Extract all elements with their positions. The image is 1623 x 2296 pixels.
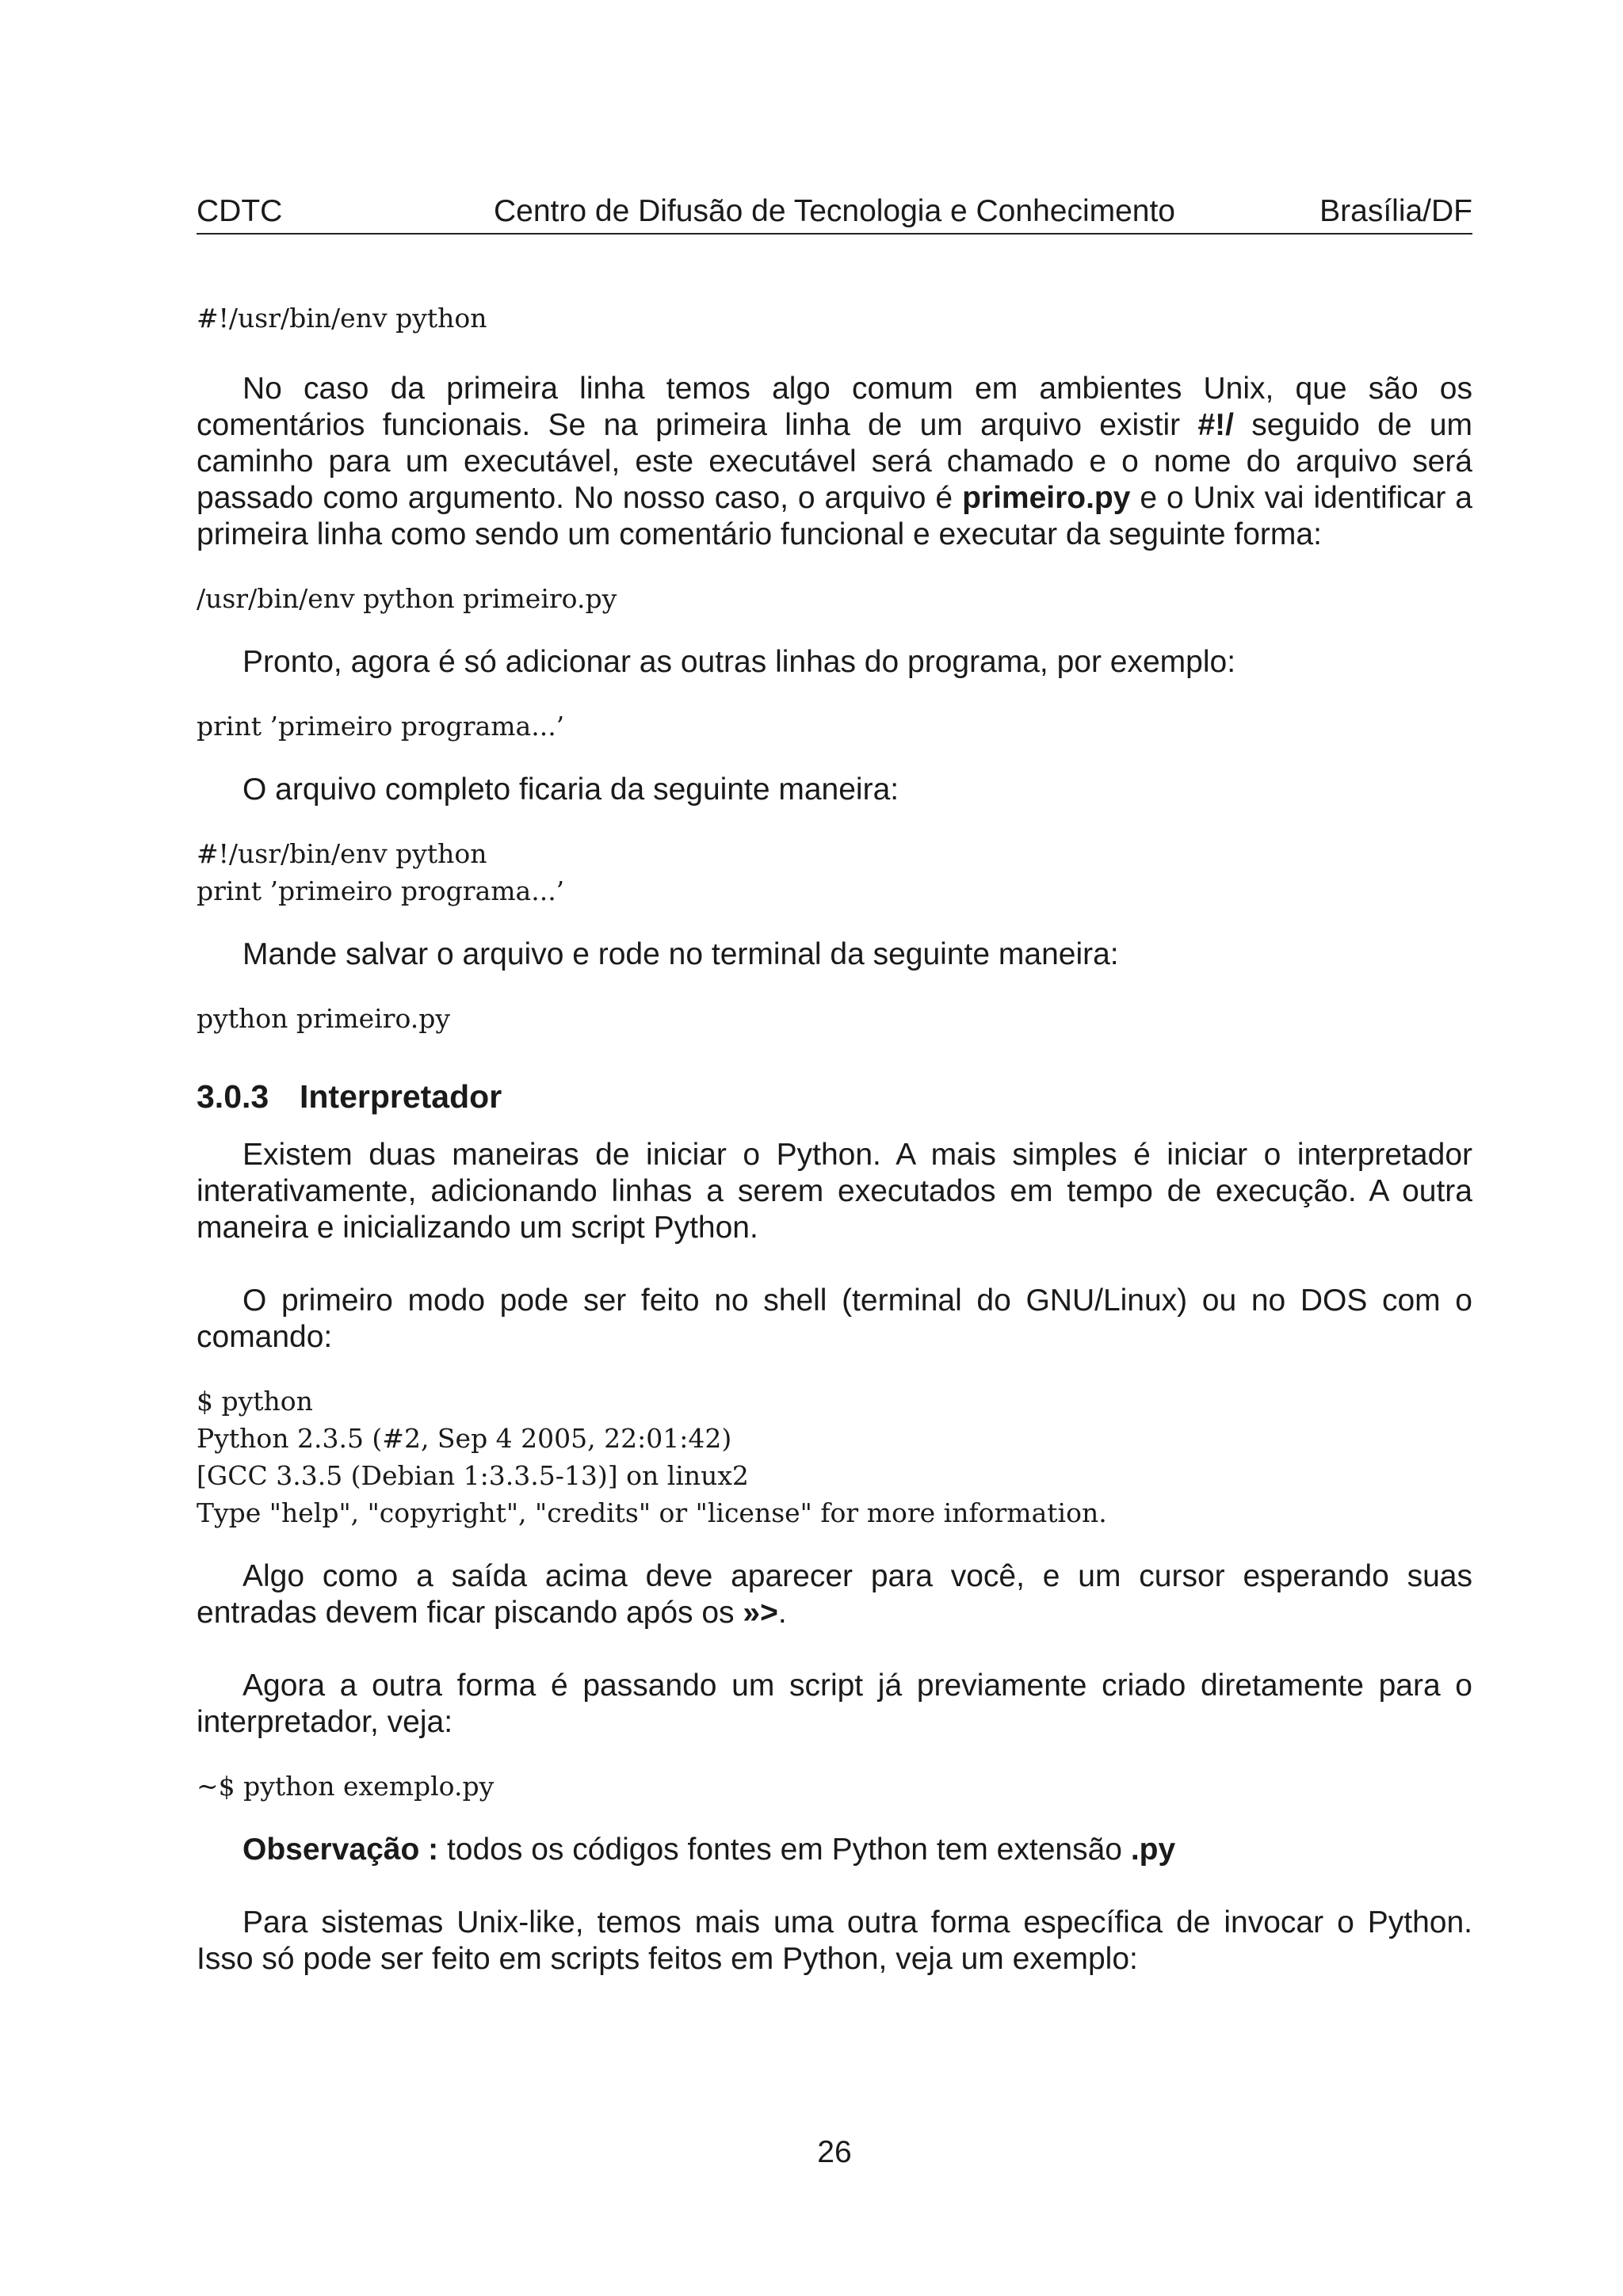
header-center: Centro de Difusão de Tecnologia e Conhecimento <box>494 194 1175 228</box>
document-page <box>197 0 1472 2296</box>
paragraph-output-note: Algo como a saída acima deve aparecer para você, e um cursor esperando suas entradas devem ficar piscando após os »>. <box>197 1559 1472 1630</box>
section-number: 3.0.3 <box>197 1078 269 1115</box>
running-header <box>197 190 1472 235</box>
paragraph-first-mode: O primeiro modo pode ser feito no shell (terminal do GNU/Linux) ou no DOS com o comando: <box>197 1283 1472 1354</box>
code-block-run: python primeiro.py <box>197 1003 451 1034</box>
header-left: CDTC <box>197 194 283 228</box>
paragraph-add-lines: Pronto, agora é só adicionar as outras linhas do programa, por exemplo: <box>242 645 1236 679</box>
code-block-complete-file: #!/usr/bin/env python print ’primeiro programa...’ <box>197 838 565 906</box>
section-title: Interpretador <box>300 1078 502 1115</box>
paragraph-run-terminal: Mande salvar o arquivo e rode no terminal da seguinte maneira: <box>242 937 1119 971</box>
code-block-interpreter-output: $ python Python 2.3.5 (#2, Sep 4 2005, 22:01:42) [GCC 3.3.5 (Debian 1:3.3.5-13)] on linux2 Type "help", "copyright", "credits" or "license" for more information. <box>197 1386 1107 1528</box>
page-number: 26 <box>817 2135 852 2169</box>
page-body <box>197 299 1472 1978</box>
paragraph-script-mode: Agora a outra forma é passando um script já previamente criado diretamente para o interpretador, veja: <box>197 1669 1472 1739</box>
header-right: Brasília/DF <box>1319 194 1472 228</box>
code-block-env-command: /usr/bin/env python primeiro.py <box>197 583 617 614</box>
section-heading <box>197 1077 1472 1116</box>
paragraph-complete-file: O arquivo completo ficaria da seguinte maneira: <box>242 772 899 807</box>
paragraph-observation: Observação : todos os códigos fontes em Python tem extensão .py <box>242 1833 1176 1867</box>
paragraph-two-ways: Existem duas maneiras de iniciar o Python. A mais simples é iniciar o interpretador interativamente, adicionando linhas a serem executados em tempo de execução. A outra maneira e inicializando um script Python. <box>197 1138 1472 1245</box>
code-block-print: print ’primeiro programa...’ <box>197 711 565 742</box>
code-block-shebang: #!/usr/bin/env python <box>197 303 487 334</box>
code-block-run-script: ~$ python exemplo.py <box>197 1771 495 1802</box>
paragraph-unix-like: Para sistemas Unix-like, temos mais uma outra forma específica de invocar o Python. Isso só pode ser feito em scripts feitos em Python, veja um exemplo: <box>197 1905 1472 1976</box>
paragraph-shebang-explanation: No caso da primeira linha temos algo comum em ambientes Unix, que são os comentários funcionais. Se na primeira linha de um arquivo existir #!/ seguido de um caminho para um executável, este executável será chamado e o nome do arquivo será passado como argumento. No nosso caso, o arquivo é primeiro.py e o Unix vai identificar a primeira linha como sendo um comentário funcional e executar da seguinte forma: <box>197 372 1472 551</box>
